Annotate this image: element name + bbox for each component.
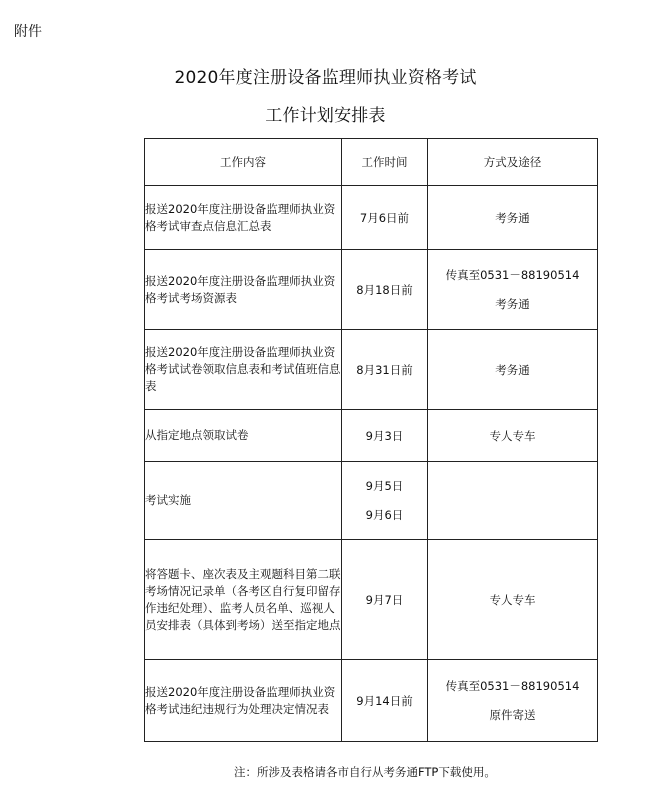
work-time-cell [342, 462, 428, 540]
work-time-text: 9月6日 [365, 508, 404, 522]
method-text: 考务通 [495, 210, 530, 225]
work-time-text: 8月31日前 [356, 362, 413, 377]
column-header-time: 工作时间 [342, 139, 428, 186]
table-header-row [145, 139, 598, 186]
attachment-label: 附件 [14, 24, 42, 40]
table-row [145, 660, 598, 742]
method-cell [428, 410, 598, 462]
work-time-cell [342, 186, 428, 250]
work-time-cell [342, 540, 428, 660]
table-row [145, 186, 598, 250]
work-time-cell [342, 330, 428, 410]
column-header-method: 方式及途径 [428, 139, 598, 186]
column-header-content: 工作内容 [145, 139, 342, 186]
method-text: 原件寄送 [489, 708, 536, 722]
work-time-cell [342, 250, 428, 330]
work-content-cell: 报送2020年度注册设备监理师执业资格考试试卷领取信息表和考试值班信息表 [145, 330, 342, 410]
work-time-cell [342, 660, 428, 742]
work-time-text: 8月18日前 [356, 282, 413, 297]
footnote: 注：所涉及表格请各市自行从考务通FTP下载使用。 [234, 765, 496, 779]
work-content-cell: 报送2020年度注册设备监理师执业资格考试违纪违规行为处理决定情况表 [145, 660, 342, 742]
work-content-cell: 报送2020年度注册设备监理师执业资格考试考场资源表 [145, 250, 342, 330]
work-content-cell: 从指定地点领取试卷 [145, 410, 342, 462]
method-text: 传真至0531－88190514 [445, 679, 580, 693]
document-subtitle: 工作计划安排表 [265, 106, 386, 126]
table-row [145, 330, 598, 410]
method-text: 专人专车 [489, 428, 536, 443]
method-cell [428, 462, 598, 540]
method-text: 专人专车 [489, 592, 536, 607]
work-time-text: 9月14日前 [356, 693, 413, 708]
method-cell [428, 250, 598, 330]
table-row [145, 540, 598, 660]
work-content-cell: 将答题卡、座次表及主观题科目第二联考场情况记录单（各考区自行复印留存作违纪处理）、监考人员名单、巡视人员安排表（具体到考场）送至指定地点 [145, 540, 342, 660]
work-content-cell: 报送2020年度注册设备监理师执业资格考试审查点信息汇总表 [145, 186, 342, 250]
method-text: 考务通 [495, 362, 530, 377]
method-cell [428, 330, 598, 410]
work-time-text: 9月7日 [365, 592, 404, 607]
method-cell [428, 660, 598, 742]
work-time-text: 7月6日前 [359, 210, 410, 225]
work-content-cell: 考试实施 [145, 462, 342, 540]
work-time-cell [342, 410, 428, 462]
work-time-text: 9月5日 [365, 479, 404, 493]
work-time-text: 9月3日 [365, 428, 404, 443]
table-row [145, 462, 598, 540]
table-row [145, 250, 598, 330]
method-text: 考务通 [495, 297, 530, 311]
method-text: 传真至0531－88190514 [445, 268, 580, 282]
table-row [145, 410, 598, 462]
document-title: 2020年度注册设备监理师执业资格考试 [174, 68, 477, 88]
method-cell [428, 186, 598, 250]
method-cell [428, 540, 598, 660]
work-plan-table [144, 138, 598, 742]
